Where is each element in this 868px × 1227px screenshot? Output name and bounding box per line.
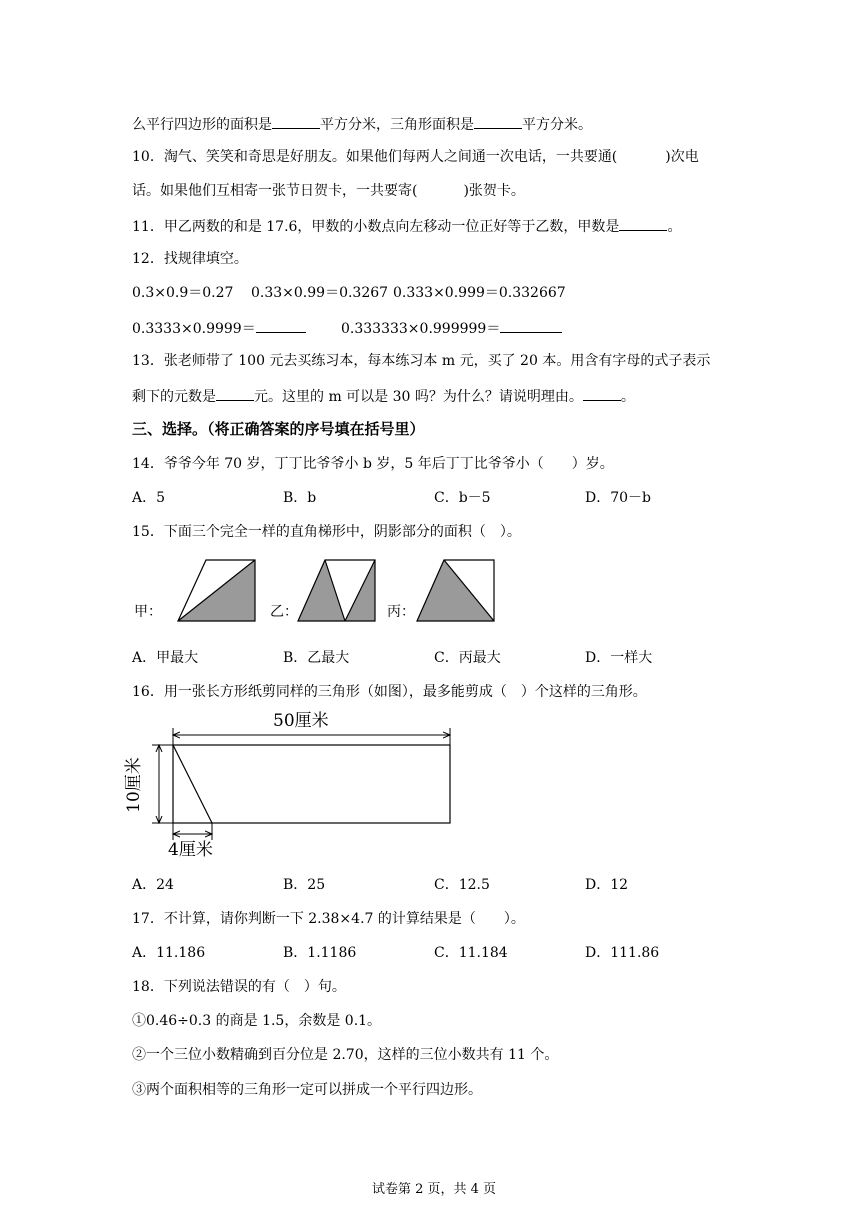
- question-13-line2: 剩下的元数是 元。这里的 m 可以是 30 吗？为什么？请说明理由。 。: [132, 385, 635, 407]
- question-10-line1: 10．淘气、笑笑和奇思是好朋友。如果他们每两人之间通一次电话，一共要通( )次电: [132, 149, 699, 165]
- statement-3: ③两个面积相等的三角形一定可以拼成一个平行四边形。: [132, 1082, 482, 1098]
- pattern-eq-2: 0.33×0.99＝0.3267: [251, 285, 389, 301]
- option-b[interactable]: B．b: [283, 490, 317, 506]
- question-10-line2: 话。如果他们互相寄一张节日贺卡，一共要寄( )张贺卡。: [132, 183, 525, 199]
- height-label: 10厘米: [123, 757, 144, 813]
- pattern-eq-1: 0.3×0.9＝0.27: [132, 285, 234, 301]
- question-18: 18．下列说法错误的有（ ）句。: [132, 979, 346, 995]
- statement-1: ①0.46÷0.3 的商是 1.5，余数是 0.1。: [132, 1013, 382, 1029]
- option-d[interactable]: D．12: [585, 877, 629, 893]
- option-d[interactable]: D．70－b: [585, 490, 652, 506]
- figure-label-bing: 丙：: [387, 604, 415, 620]
- figure-label-yi: 乙：: [270, 604, 298, 620]
- question-17: 17．不计算，请你判断一下 2.38×4.7 的计算结果是（ ）。: [132, 911, 525, 927]
- base-label: 4厘米: [168, 840, 213, 860]
- length-label: 50厘米: [273, 711, 329, 731]
- question-11: 11．甲乙两数的和是 17.6，甲数的小数点向左移动一位正好等于乙数，甲数是 。: [132, 215, 681, 237]
- pattern-eq-3: 0.333×0.999＝0.332667: [393, 285, 566, 301]
- option-c[interactable]: C．丙最大: [434, 650, 501, 666]
- page-footer: 试卷第 2 页，共 4 页: [371, 1182, 497, 1197]
- option-b[interactable]: B．乙最大: [283, 650, 350, 666]
- section-heading: 三、选择。（将正确答案的序号填在括号里）: [132, 420, 425, 438]
- option-b[interactable]: B．1.1186: [283, 945, 357, 961]
- rectangle-outline: [173, 745, 450, 823]
- option-a[interactable]: A．甲最大: [132, 650, 199, 666]
- option-d[interactable]: D．一样大: [585, 650, 653, 666]
- option-d[interactable]: D．111.86: [585, 945, 660, 961]
- question-16: 16．用一张长方形纸剪同样的三角形（如图），最多能剪成（ ）个这样的三角形。: [132, 684, 647, 700]
- statement-2: ②一个三位小数精确到百分位是 2.70，这样的三位小数共有 11 个。: [132, 1047, 559, 1063]
- question-15: 15．下面三个完全一样的直角梯形中，阴影部分的面积（ ）。: [132, 524, 521, 540]
- triangle-hypotenuse: [173, 745, 212, 823]
- option-c[interactable]: C．b－5: [434, 490, 491, 506]
- option-c[interactable]: C．12.5: [434, 877, 490, 893]
- option-a[interactable]: A．11.186: [132, 945, 206, 961]
- option-b[interactable]: B．25: [283, 877, 326, 893]
- option-a[interactable]: A．5: [132, 490, 166, 506]
- pattern-eq-4: 0.3333×0.9999＝: [132, 317, 306, 339]
- pattern-eq-5: 0.333333×0.999999＝: [341, 317, 562, 339]
- question-12: 12．找规律填空。: [132, 251, 248, 267]
- question-14: 14．爷爷今年 70 岁，丁丁比爷爷小 b 岁，5 年后丁丁比爷爷小（ ）岁。: [132, 456, 614, 472]
- option-a[interactable]: A．24: [132, 877, 174, 893]
- question-13-line1: 13．张老师带了 100 元去买练习本，每本练习本 m 元，买了 20 本。用含有字母的式子表示: [132, 353, 711, 369]
- figure-label-jia: 甲：: [134, 604, 162, 620]
- q9-tail: 么平行四边形的面积是 平方分米，三角形面积是 平方分米。: [132, 113, 592, 135]
- option-c[interactable]: C．11.184: [434, 945, 508, 961]
